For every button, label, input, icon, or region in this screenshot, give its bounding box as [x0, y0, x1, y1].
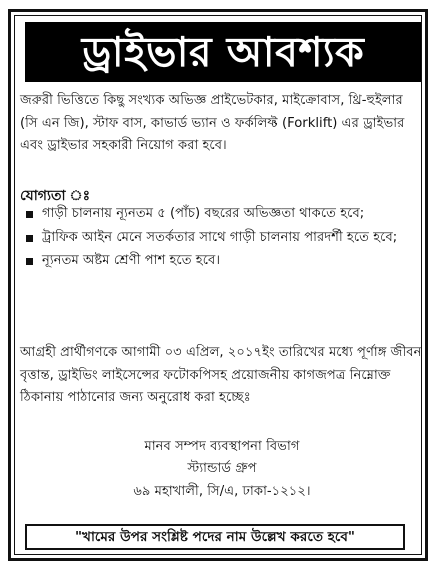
qualification-text: ন্যূনতম অষ্টম শ্রেণী পাশ হতে হবে।	[42, 253, 221, 268]
address-location: ৬৯ মহাখালী, সি/এ, ঢাকা-১২১২।	[133, 484, 311, 499]
square-bullet-icon	[26, 211, 33, 218]
list-item	[26, 250, 424, 273]
qualification-heading: যোগ্যতা ঃ	[20, 188, 91, 204]
square-bullet-icon	[26, 258, 33, 265]
address-company: স্ট্যান্ডার্ড গ্রুপ	[187, 461, 257, 476]
list-item	[26, 203, 424, 226]
qualification-list	[26, 203, 424, 274]
list-item	[26, 227, 424, 250]
qualification-text: গাড়ী চালনায় ন্যূনতম ৫ (পাঁচ) বছরের অভিজ্ঞতা থাকতে হবে;	[42, 206, 365, 221]
headline-banner: ড্রাইভার আবশ্যক	[25, 22, 421, 82]
square-bullet-icon	[26, 235, 33, 242]
qualification-text: ট্রাফিক আইন মেনে সতর্কতার সাথে গাড়ী চালনায় পারদর্শী হতে হবে;	[42, 229, 398, 245]
envelope-note-box: "খামের উপর সংশ্লিষ্ট পদের নাম উল্লেখ করতে হবে"	[25, 524, 405, 550]
intro-paragraph: জরুরী ভিত্তিতে কিছু সংখ্যক অভিজ্ঞ প্রাইভেটকার, মাইক্রোবাস, থ্রি-হুইলার (সি এন জি), স্টাফ বাস, কাভার্ড ভ্যান ও ফর্কলিফ্ট (Forklift) এর ড্রাইভার এবং ড্রাইভার সহকারী নিয়োগ করা হবে।	[20, 93, 405, 153]
address-department: মানব সম্পদ ব্যবস্থাপনা বিভাগ	[144, 439, 300, 454]
application-instruction: আগ্রহী প্রার্থীগণকে আগামী ০৩ এপ্রিল, ২০১৭ইং তারিখের মধ্যে পূর্ণাঙ্গ জীবন বৃত্তান্ত, ড্রাইভিং লাইসেন্সের ফটোকপিসহ প্রয়োজনীয় কাগজপত্র নিম্নোক্ত ঠিকানায় পাঠানোর জন্য অনুরোধ করা হচ্ছেঃ	[20, 345, 422, 405]
